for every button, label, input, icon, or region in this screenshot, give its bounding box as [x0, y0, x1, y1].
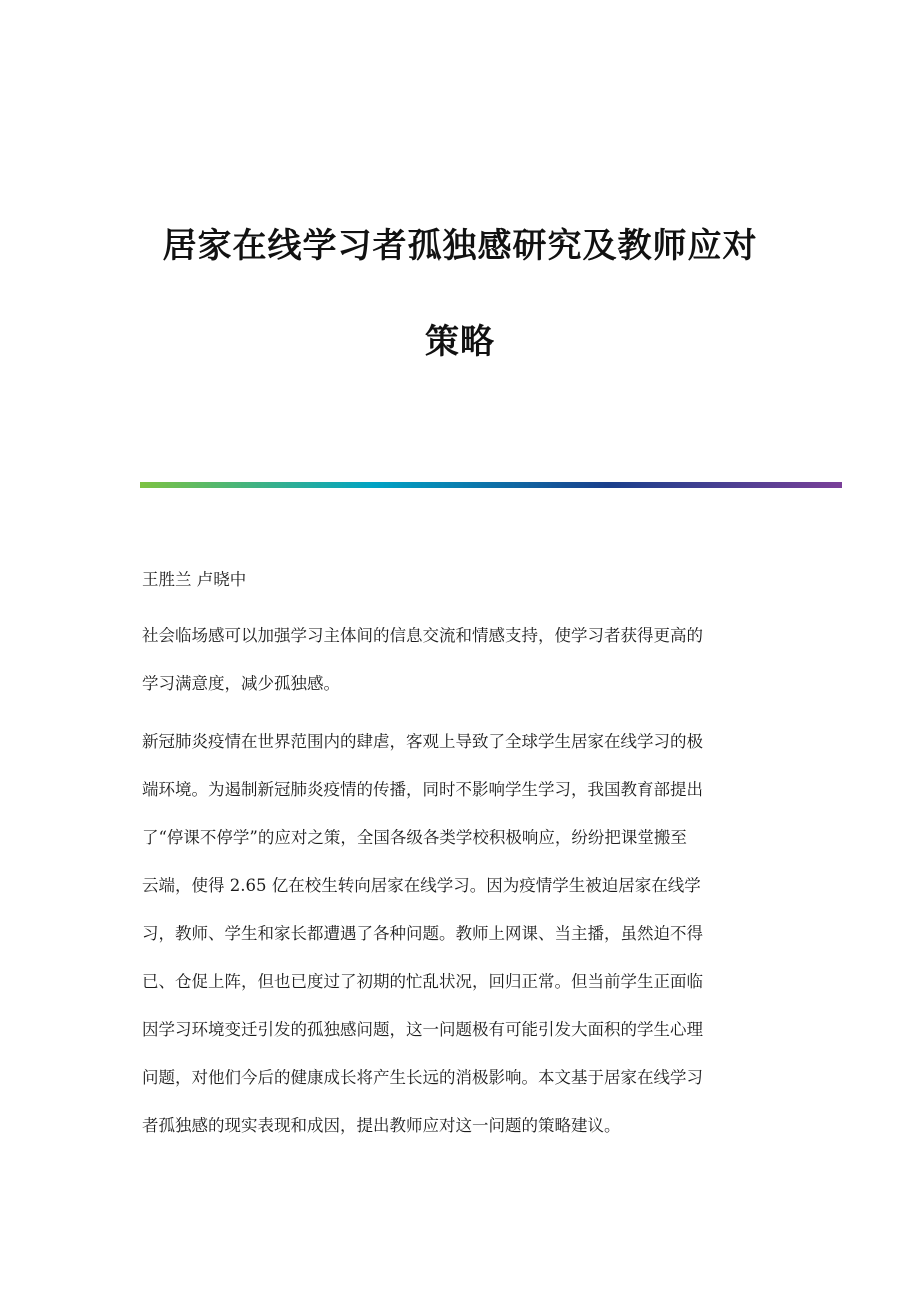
paragraph-line: 已、仓促上阵，但也已度过了初期的忙乱状况，回归正常。但当前学生正面临 [142, 972, 703, 991]
paragraph-line: 因学习环境变迁引发的孤独感问题，这一问题极有可能引发大面积的学生心理 [142, 1020, 703, 1039]
document-title-line-2: 策略 [425, 322, 495, 362]
paragraph-1 [142, 612, 782, 708]
paragraph-line: 新冠肺炎疫情在世界范围内的肆虐，客观上导致了全球学生居家在线学习的极 [142, 732, 703, 751]
paragraph-line: 端环境。为遏制新冠肺炎疫情的传播，同时不影响学生学习，我国教育部提出 [142, 780, 703, 799]
paragraph-line: 云端，使得 2.65 亿在校生转向居家在线学习。因为疫情学生被迫居家在线学 [142, 876, 701, 895]
document-title-line-1: 居家在线学习者孤独感研究及教师应对 [162, 226, 758, 266]
paragraph-line: 问题，对他们今后的健康成长将产生长远的消极影响。本文基于居家在线学习 [142, 1068, 703, 1087]
paragraph-2 [142, 718, 782, 1150]
title-divider-gradient [140, 482, 842, 488]
authors: 王胜兰 卢晓中 [142, 570, 247, 589]
paragraph-line: 社会临场感可以加强学习主体间的信息交流和情感支持，使学习者获得更高的 [142, 626, 703, 645]
paragraph-line: 了“停课不停学”的应对之策，全国各级各类学校积极响应，纷纷把课堂搬至 [142, 828, 687, 847]
paragraph-line: 学习满意度，减少孤独感。 [142, 674, 340, 693]
paragraph-line: 者孤独感的现实表现和成因，提出教师应对这一问题的策略建议。 [142, 1116, 621, 1135]
paragraph-line: 习，教师、学生和家长都遭遇了各种问题。教师上网课、当主播，虽然迫不得 [142, 924, 703, 943]
